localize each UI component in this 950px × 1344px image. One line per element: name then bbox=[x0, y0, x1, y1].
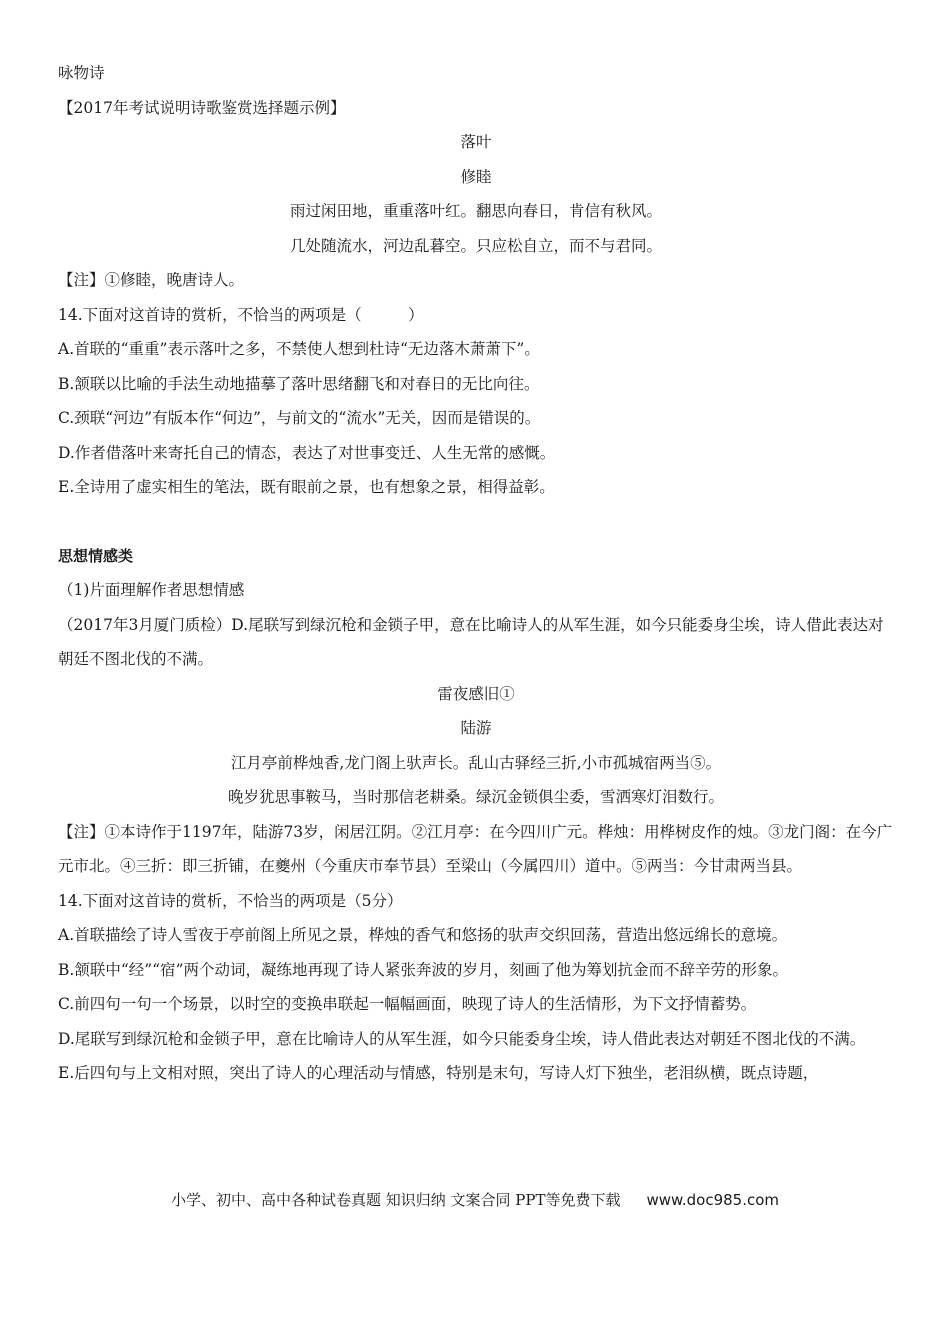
section-gap bbox=[58, 505, 894, 539]
poem-line: 江月亭前桦烛香,龙门阁上驮声长。乱山古驿经三折,小市孤城宿两当⑤。 bbox=[230, 753, 722, 772]
poem-note: 【注】①本诗作于1197年，陆游73岁，闲居江阴。②江月亭：在今四川广元。桦烛：用桦树皮作的烛。③龙门阁：在今广元市北。④三折：即三折铺，在夔州（今重庆市奉节县）至梁山（今属四川）道中。⑤两当：今甘肃两当县。 bbox=[58, 822, 893, 875]
question-stem: 14.下面对这首诗的赏析，不恰当的两项是（ ） bbox=[58, 305, 424, 324]
poem-title: 雷夜感旧① bbox=[437, 684, 515, 703]
poem-line: 雨过闲田地，重重落叶红。翻思向春日，肯信有秋风。 bbox=[289, 202, 662, 220]
option-c: C.颈联“河边”有版本作“何边”，与前文的“流水”无关，因而是错误的。 bbox=[58, 409, 541, 427]
option-d: D.作者借落叶来寄托自己的情态，表达了对世事变迁、人生无常的感慨。 bbox=[58, 443, 556, 462]
option-b: B.颔联中“经”“宿”两个动词，凝练地再现了诗人紧张奔波的岁月，刻画了他为筹划抗金而不辞辛劳的形象。 bbox=[58, 960, 789, 979]
example-paragraph: （2017年3月厦门质检）D.尾联写到绿沉枪和金锁子甲，意在比喻诗人的从军生涯，如今只能委身尘埃，诗人借此表达对朝廷不图北伐的不满。 bbox=[58, 615, 884, 668]
option-a: A.首联的“重重”表示落叶之多，不禁使人想到杜诗“无边落木萧萧下”。 bbox=[58, 340, 540, 358]
poem-note: 【注】①修睦，晚唐诗人。 bbox=[58, 271, 245, 289]
poem-author: 修睦 bbox=[460, 167, 492, 186]
option-e: E.全诗用了虚实相生的笔法，既有眼前之景，也有想象之景，相得益彰。 bbox=[58, 478, 555, 496]
footer-url[interactable]: www.doc985.com bbox=[646, 1191, 780, 1209]
source-label: 【2017年考试说明诗歌鉴赏选择题示例】 bbox=[58, 98, 346, 117]
page-footer bbox=[0, 1188, 950, 1212]
category-label: 咏物诗 bbox=[58, 64, 105, 82]
option-b: B.颔联以比喻的手法生动地描摹了落叶思绪翻飞和对春日的无比向往。 bbox=[58, 374, 540, 393]
section-subheading: （1)片面理解作者思想情感 bbox=[58, 581, 245, 599]
section-heading: 思想情感类 bbox=[58, 546, 134, 565]
footer-text: 小学、初中、高中各种试卷真题 知识归纳 文案合同 PPT等免费下载 bbox=[170, 1191, 621, 1209]
question-stem: 14.下面对这首诗的赏析，不恰当的两项是（5分） bbox=[58, 891, 403, 910]
poem-title: 落叶 bbox=[460, 133, 492, 151]
document-body bbox=[58, 56, 894, 1091]
option-e: E.后四句与上文相对照，突出了诗人的心理活动与情感，特别是末句，写诗人灯下独坐，老泪纵横，既点诗题， bbox=[58, 1064, 819, 1082]
option-d: D.尾联写到绿沉枪和金锁子甲，意在比喻诗人的从军生涯，如今只能委身尘埃，诗人借此表达对朝廷不图北伐的不满。 bbox=[58, 1029, 866, 1048]
poem-author: 陆游 bbox=[460, 719, 492, 737]
poem-line: 晚岁犹思事鞍马，当时那信老耕桑。绿沉金锁俱尘委，雪洒寒灯泪数行。 bbox=[227, 788, 724, 806]
option-c: C.前四句一句一个场景，以时空的变换串联起一幅幅画面，映现了诗人的生活情形，为下文抒情蓄势。 bbox=[58, 995, 757, 1013]
option-a: A.首联描绘了诗人雪夜于亭前阁上所见之景，桦烛的香气和悠扬的驮声交织回荡，营造出悠远绵长的意境。 bbox=[58, 926, 788, 944]
poem-line: 几处随流水，河边乱暮空。只应松自立，而不与君同。 bbox=[289, 236, 662, 255]
